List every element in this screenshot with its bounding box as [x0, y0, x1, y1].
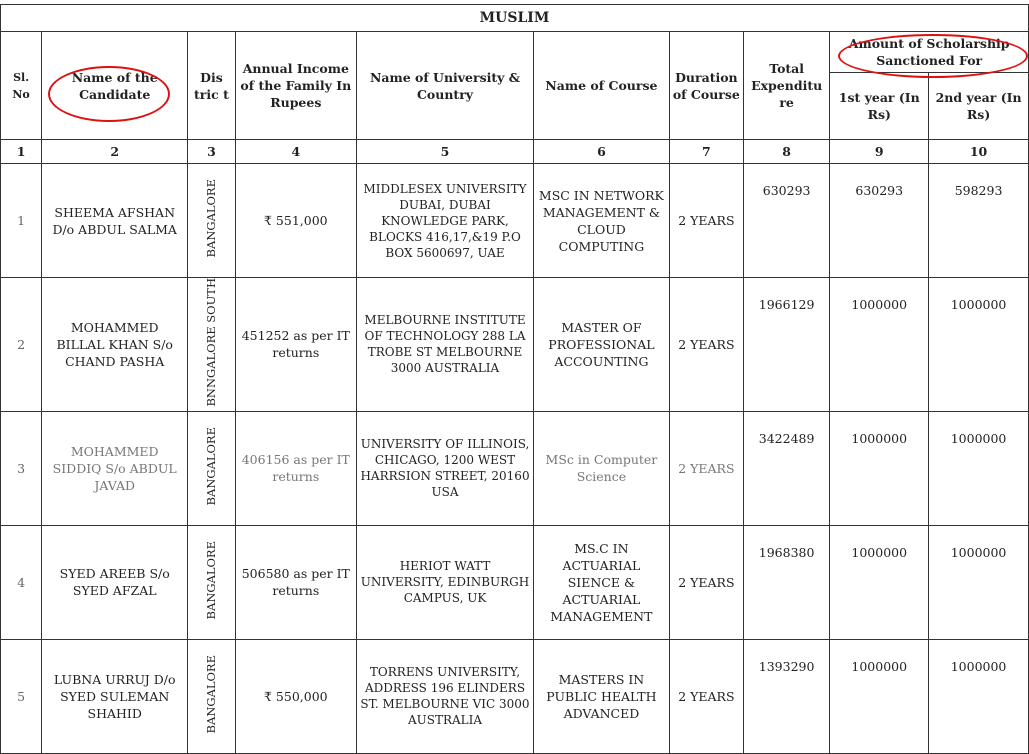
scholarship-table	[0, 4, 1029, 754]
column-number: 9	[830, 140, 929, 164]
cell-candidate-name: MOHAMMED BILLAL KHAN S/o CHAND PASHA	[42, 278, 188, 412]
cell-income: ₹ 550,000	[235, 639, 356, 753]
cell-total-expenditure: 1966129	[743, 278, 829, 412]
cell-sl-no: 5	[1, 639, 42, 753]
cell-duration: 2 YEARS	[669, 164, 743, 278]
table-row	[1, 278, 1029, 412]
cell-university: TORRENS UNIVERSITY, ADDRESS 196 ELINDERS ST. MELBOURNE VIC 3000 AUSTRALIA	[357, 639, 534, 753]
header-duration: Duration of Course	[669, 32, 743, 140]
district-label: BNNGALORE SOUTH	[204, 278, 219, 407]
header-year1: 1st year (In Rs)	[830, 73, 929, 140]
cell-year1-amount: 1000000	[830, 278, 929, 412]
column-number: 6	[534, 140, 670, 164]
cell-candidate-name: SHEEMA AFSHAN D/o ABDUL SALMA	[42, 164, 188, 278]
cell-total-expenditure: 630293	[743, 164, 829, 278]
column-number: 2	[42, 140, 188, 164]
cell-university: MELBOURNE INSTITUTE OF TECHNOLOGY 288 LA TROBE ST MELBOURNE 3000 AUSTRALIA	[357, 278, 534, 412]
cell-total-expenditure: 3422489	[743, 411, 829, 525]
table-row	[1, 164, 1029, 278]
header-year2: 2nd year (In Rs)	[929, 73, 1029, 140]
cell-duration: 2 YEARS	[669, 639, 743, 753]
column-number: 1	[1, 140, 42, 164]
table-row	[1, 525, 1029, 639]
cell-district	[188, 278, 235, 412]
section-title: MUSLIM	[1, 5, 1029, 32]
header-district: Dis tric t	[188, 32, 235, 140]
header-name: Name of the Candidate	[42, 32, 188, 140]
cell-course: MS.C IN ACTUARIAL SIENCE & ACTUARIAL MANAGEMENT	[534, 525, 670, 639]
cell-course: MASTERS IN PUBLIC HEALTH ADVANCED	[534, 639, 670, 753]
column-number: 8	[743, 140, 829, 164]
district-label: BANGALORE	[204, 654, 219, 734]
header-university: Name of University & Country	[357, 32, 534, 140]
cell-year1-amount: 1000000	[830, 639, 929, 753]
cell-duration: 2 YEARS	[669, 411, 743, 525]
cell-university: UNIVERSITY OF ILLINOIS, CHICAGO, 1200 WEST HARRSION STREET, 20160 USA	[357, 411, 534, 525]
header-scholarship-group: Amount of Scholarship Sanctioned For	[830, 32, 1029, 73]
cell-year2-amount: 1000000	[929, 278, 1029, 412]
cell-income: ₹ 551,000	[235, 164, 356, 278]
header-total: Total Expenditu re	[743, 32, 829, 140]
district-label: BANGALORE	[204, 179, 219, 258]
cell-course: MSC IN NETWORK MANAGEMENT & CLOUD COMPUTING	[534, 164, 670, 278]
column-number: 4	[235, 140, 356, 164]
cell-total-expenditure: 1393290	[743, 639, 829, 753]
cell-year2-amount: 1000000	[929, 411, 1029, 525]
cell-district	[188, 411, 235, 525]
cell-candidate-name: MOHAMMED SIDDIQ S/o ABDUL JAVAD	[42, 411, 188, 525]
column-number: 3	[188, 140, 235, 164]
cell-district	[188, 164, 235, 278]
district-label: BANGALORE	[204, 540, 219, 620]
cell-duration: 2 YEARS	[669, 278, 743, 412]
column-number: 7	[669, 140, 743, 164]
cell-sl-no: 1	[1, 164, 42, 278]
district-label: BANGALORE	[204, 426, 219, 506]
cell-university: HERIOT WATT UNIVERSITY, EDINBURGH CAMPUS, UK	[357, 525, 534, 639]
cell-district	[188, 525, 235, 639]
cell-course: MSc in Computer Science	[534, 411, 670, 525]
column-number-row	[1, 140, 1029, 164]
cell-sl-no: 2	[1, 278, 42, 412]
cell-year2-amount: 1000000	[929, 639, 1029, 753]
cell-district	[188, 639, 235, 753]
cell-duration: 2 YEARS	[669, 525, 743, 639]
cell-sl-no: 3	[1, 411, 42, 525]
cell-total-expenditure: 1968380	[743, 525, 829, 639]
cell-income: 451252 as per IT returns	[235, 278, 356, 412]
cell-candidate-name: SYED AREEB S/o SYED AFZAL	[42, 525, 188, 639]
cell-year1-amount: 630293	[830, 164, 929, 278]
cell-course: MASTER OF PROFESSIONAL ACCOUNTING	[534, 278, 670, 412]
header-course: Name of Course	[534, 32, 670, 140]
cell-candidate-name: LUBNA URRUJ D/o SYED SULEMAN SHAHID	[42, 639, 188, 753]
cell-year1-amount: 1000000	[830, 525, 929, 639]
table-row	[1, 639, 1029, 753]
column-number: 5	[357, 140, 534, 164]
cell-university: MIDDLESEX UNIVERSITY DUBAI, DUBAI KNOWLEDGE PARK, BLOCKS 416,17,&19 P.O BOX 5600697, UAE	[357, 164, 534, 278]
cell-year2-amount: 1000000	[929, 525, 1029, 639]
cell-income: 406156 as per IT returns	[235, 411, 356, 525]
table-row	[1, 411, 1029, 525]
cell-sl-no: 4	[1, 525, 42, 639]
header-income: Annual Income of the Family In Rupees	[235, 32, 356, 140]
header-sl-no: Sl. No	[1, 32, 42, 140]
column-number: 10	[929, 140, 1029, 164]
cell-year2-amount: 598293	[929, 164, 1029, 278]
cell-year1-amount: 1000000	[830, 411, 929, 525]
cell-income: 506580 as per IT returns	[235, 525, 356, 639]
